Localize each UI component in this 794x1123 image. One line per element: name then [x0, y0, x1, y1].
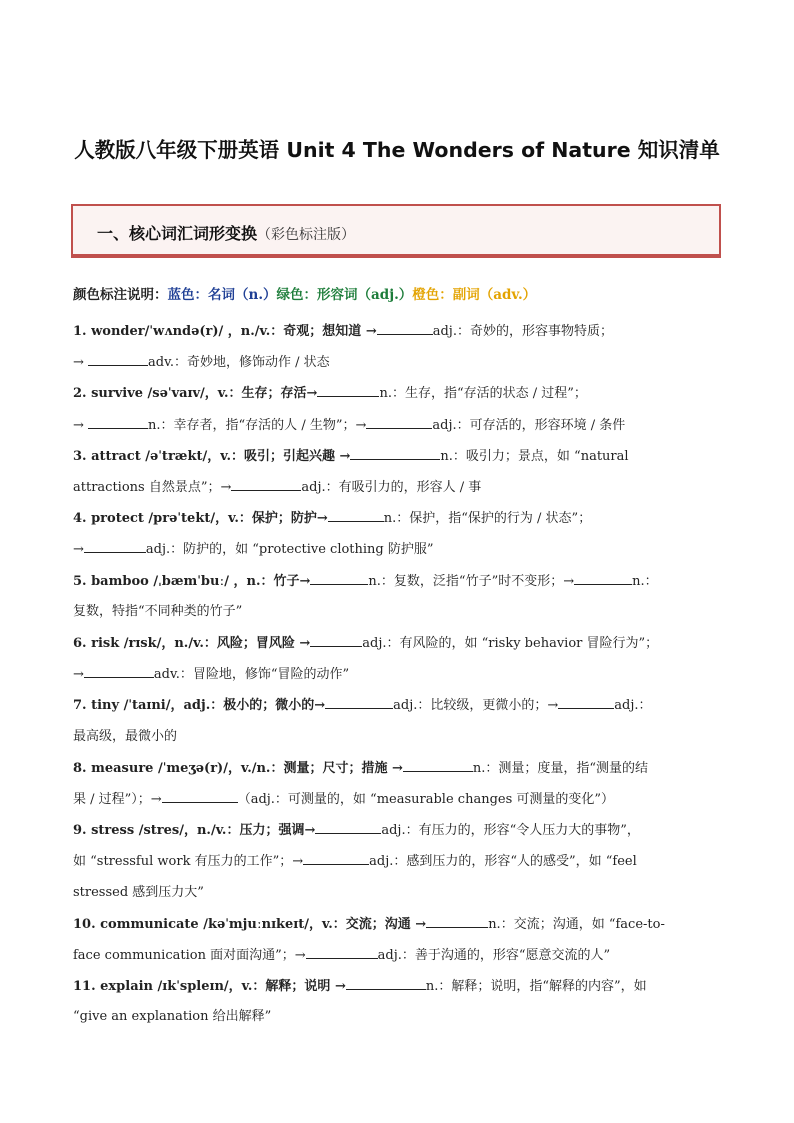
vocab-line: [73, 604, 723, 620]
fill-in-blank: [303, 853, 369, 865]
vocab-text: （adj.：可测量的，如 “measurable changes 可测量的变化”）: [237, 792, 615, 807]
vocab-text: →: [73, 667, 84, 682]
fill-in-blank: [325, 697, 393, 709]
vocab-line: [73, 885, 723, 901]
fill-in-blank: [574, 573, 632, 585]
vocab-text: adj.：可存活的，形容环境 / 条件: [432, 418, 626, 433]
vocab-headword: 1. wonder/ˈwʌndə(r)/ ，n./v.：奇观；想知道 →: [73, 324, 377, 339]
fill-in-blank: [88, 354, 148, 366]
vocab-text: n.：保护，指“保护的行为 / 状态”；: [383, 511, 592, 526]
legend-green: 绿色：形容词（adj.）: [276, 287, 413, 303]
section-heading-text: 一、核心词汇词形变换: [97, 224, 258, 243]
fill-in-blank: [377, 323, 433, 335]
fill-in-blank: [162, 791, 238, 803]
vocab-text: 最高级，最微小的: [73, 729, 178, 744]
vocab-text: adj.：感到压力的，形容“人的感受”，如 “feel: [369, 854, 637, 869]
vocab-text: →: [73, 542, 84, 557]
vocab-line: [73, 448, 723, 465]
fill-in-blank: [366, 417, 432, 429]
page-title: 人教版八年级下册英语 Unit 4 The Wonders of Nature 知识清单: [74, 138, 720, 162]
vocab-line: [73, 573, 723, 590]
vocab-text: adv.：奇妙地，修饰动作 / 状态: [148, 355, 330, 370]
vocab-line: [73, 729, 723, 745]
vocab-text: adj.：比较级，更微小的；→: [393, 698, 559, 713]
vocab-headword: 5. bamboo /ˌbæmˈbuː/ ，n.：竹子→: [73, 574, 311, 589]
vocab-line: [73, 760, 723, 777]
vocab-text: adj.：防护的，如 “protective clothing 防护服”: [145, 542, 434, 557]
vocab-headword: 2. survive /səˈvaɪv/，v.：生存；存活→: [73, 386, 318, 401]
vocab-line: [73, 697, 723, 714]
fill-in-blank: [231, 479, 301, 491]
vocab-line: [73, 1009, 723, 1025]
legend-blue: 蓝色：名词（n.）: [167, 287, 277, 303]
vocab-line: [73, 323, 723, 340]
vocab-line: [73, 635, 723, 652]
vocab-headword: 9. stress /stres/，n./v.：压力；强调→: [73, 823, 316, 838]
section-header: [71, 204, 721, 258]
vocab-headword: 8. measure /ˈmeʒə(r)/，v./n.：测量；尺寸；措施 →: [73, 761, 403, 776]
vocab-headword: 7. tiny /ˈtaɪni/，adj.：极小的；微小的→: [73, 698, 326, 713]
vocab-line: [73, 354, 723, 371]
vocab-line: [73, 853, 723, 870]
vocab-line: [73, 666, 723, 683]
vocab-headword: 6. risk /rɪsk/，n./v.：风险；冒风险 →: [73, 636, 311, 651]
vocab-text: n.：复数，泛指“竹子”时不变形；→: [368, 574, 575, 589]
fill-in-blank: [317, 385, 379, 397]
fill-in-blank: [350, 448, 440, 460]
vocab-text: adj.：有压力的，形容“令人压力大的事物”，: [381, 823, 640, 838]
vocab-line: [73, 947, 723, 964]
vocab-text: n.：测量；度量，指“测量的结: [472, 761, 649, 776]
vocab-text: adj.：有风险的，如 “risky behavior 冒险行为”；: [362, 636, 659, 651]
fill-in-blank: [403, 760, 473, 772]
fill-in-blank: [84, 541, 146, 553]
vocab-line: [73, 479, 723, 496]
vocab-line: [73, 385, 723, 402]
vocab-text: adj.：: [614, 698, 652, 713]
fill-in-blank: [426, 916, 488, 928]
vocab-text: n.：吸引力；景点，如 “natural: [440, 449, 629, 464]
section-subheading: （彩色标注版）: [257, 227, 356, 243]
vocab-line: [73, 417, 723, 434]
vocab-text: →: [73, 355, 89, 370]
fill-in-blank: [84, 666, 154, 678]
vocab-line: [73, 822, 723, 839]
fill-in-blank: [310, 635, 362, 647]
vocab-text: adj.：有吸引力的，形容人 / 事: [301, 480, 482, 495]
vocab-line: [73, 791, 723, 808]
vocab-line: [73, 916, 723, 933]
fill-in-blank: [328, 510, 384, 522]
vocab-line: [73, 510, 723, 527]
fill-in-blank: [310, 573, 368, 585]
vocab-headword: 11. explain /ɪkˈspleɪn/，v.：解释；说明 →: [73, 979, 346, 994]
fill-in-blank: [88, 417, 148, 429]
legend-prefix: 颜色标注说明：: [73, 287, 168, 303]
vocab-text: “give an explanation 给出解释”: [73, 1009, 272, 1024]
fill-in-blank: [306, 947, 378, 959]
vocab-text: face communication 面对面沟通”；→: [73, 948, 306, 963]
vocab-headword: 10. communicate /kəˈmjuːnɪkeɪt/，v.：交流；沟通 →: [73, 917, 427, 932]
legend-orange: 橙色：副词（adv.）: [412, 287, 537, 303]
vocab-text: adj.：奇妙的，形容事物特质；: [432, 324, 613, 339]
vocab-text: n.：: [632, 574, 658, 589]
vocab-headword: 3. attract /əˈtrækt/，v.：吸引；引起兴趣 →: [73, 449, 351, 464]
fill-in-blank: [315, 822, 381, 834]
vocab-text: n.：幸存者，指“存活的人 / 生物”；→: [148, 418, 367, 433]
vocab-text: 果 / 过程”）；→: [73, 792, 162, 807]
vocab-text: n.：解释；说明，指“解释的内容”，如: [425, 979, 647, 994]
fill-in-blank: [346, 978, 426, 990]
vocab-text: 如 “stressful work 有压力的工作”；→: [73, 854, 304, 869]
vocab-text: n.：生存，指“存活的状态 / 过程”；: [379, 386, 587, 401]
vocab-text: stressed 感到压力大”: [73, 885, 204, 900]
vocab-text: adv.：冒险地，修饰“冒险的动作”: [153, 667, 350, 682]
vocab-text: →: [73, 418, 89, 433]
vocab-text: attractions 自然景点”；→: [73, 480, 232, 495]
vocab-text: 复数，特指“不同种类的竹子”: [73, 604, 243, 619]
vocab-text: n.：交流；沟通，如 “face-to-: [488, 917, 665, 932]
color-legend: [73, 283, 536, 303]
vocab-line: [73, 978, 723, 995]
vocab-headword: 4. protect /prəˈtekt/，v.：保护；防护→: [73, 511, 328, 526]
vocab-line: [73, 541, 723, 558]
vocab-text: adj.：善于沟通的，形容“愿意交流的人”: [377, 948, 611, 963]
fill-in-blank: [558, 697, 614, 709]
section-heading: [97, 221, 355, 244]
